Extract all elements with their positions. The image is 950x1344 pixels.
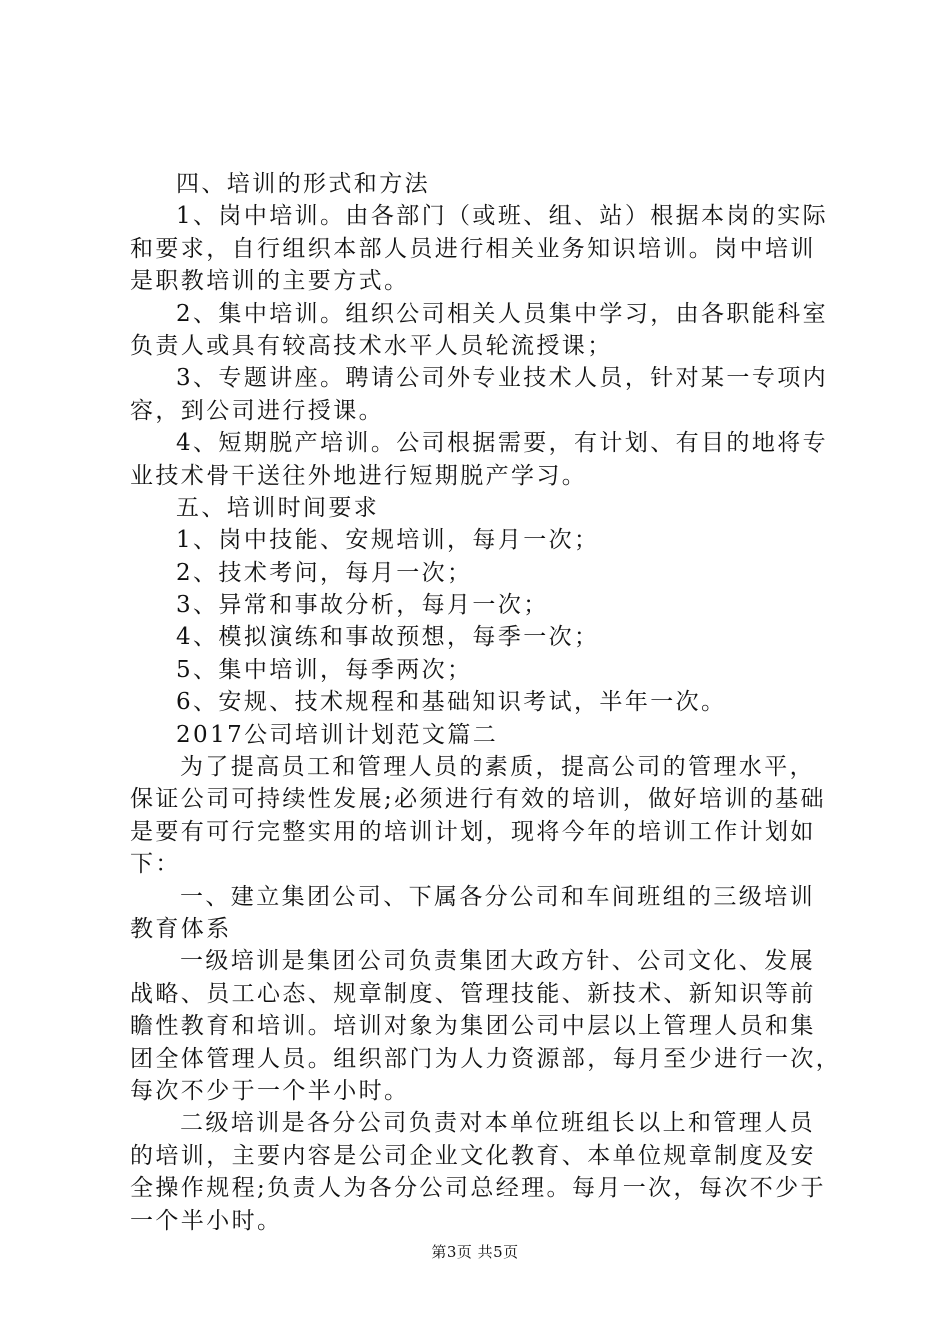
text-line: 保证公司可持续性发展;必须进行有效的培训，做好培训的基础 <box>130 786 826 813</box>
text-line: 五、培训时间要求 <box>176 494 380 521</box>
page-footer: 第3页 共5页 <box>431 1243 519 1261</box>
text-line: 2017公司培训计划范文篇二 <box>176 721 499 748</box>
text-line: 是要有可行完整实用的培训计划，现将今年的培训工作计划如 <box>130 818 816 845</box>
text-line: 2、技术考问，每月一次； <box>176 559 473 586</box>
text-line: 1、岗中技能、安规培训，每月一次； <box>176 527 600 554</box>
text-line: 3、异常和事故分析，每月一次； <box>176 592 549 619</box>
text-line: 2、集中培训。组织公司相关人员集中学习，由各职能科室 <box>176 300 829 327</box>
text-line: 二级培训是各分公司负责对本单位班组长以上和管理人员 <box>180 1110 815 1137</box>
text-line: 4、短期脱产培训。公司根据需要，有计划、有目的地将专 <box>176 430 829 457</box>
text-line: 团全体管理人员。组织部门为人力资源部，每月至少进行一次， <box>130 1045 842 1072</box>
text-line: 一、建立集团公司、下属各分公司和车间班组的三级培训 <box>180 883 815 910</box>
text-line: 5、集中培训，每季两次； <box>176 656 473 683</box>
text-line: 教育体系 <box>130 915 232 942</box>
text-line: 的培训，主要内容是公司企业文化教育、本单位规章制度及安 <box>130 1142 816 1169</box>
text-line: 为了提高员工和管理人员的素质，提高公司的管理水平， <box>180 754 815 781</box>
text-line: 一级培训是集团公司负责集团大政方针、公司文化、发展 <box>180 948 815 975</box>
text-line: 容，到公司进行授课。 <box>130 397 384 424</box>
text-line: 3、专题讲座。聘请公司外专业技术人员，针对某一专项内 <box>176 365 829 392</box>
text-line: 6、安规、技术规程和基础知识考试，半年一次。 <box>176 689 727 716</box>
text-line: 是职教培训的主要方式。 <box>130 268 410 295</box>
text-line: 战略、员工心态、规章制度、管理技能、新技术、新知识等前 <box>130 980 816 1007</box>
text-line: 1、岗中培训。由各部门（或班、组、站）根据本岗的实际 <box>176 203 829 230</box>
text-line: 瞻性教育和培训。培训对象为集团公司中层以上管理人员和集 <box>130 1013 816 1040</box>
text-line: 负责人或具有较高技术水平人员轮流授课； <box>130 332 613 359</box>
text-line: 一个半小时。 <box>130 1207 283 1234</box>
text-line: 4、模拟演练和事故预想，每季一次； <box>176 624 600 651</box>
text-line: 下： <box>130 851 181 878</box>
text-line: 四、培训的形式和方法 <box>176 171 430 197</box>
document-body <box>130 168 842 1237</box>
text-line: 和要求，自行组织本部人员进行相关业务知识培训。岗中培训 <box>130 235 816 262</box>
text-line: 全操作规程;负责人为各分公司总经理。每月一次，每次不少于 <box>130 1175 826 1202</box>
text-line: 每次不少于一个半小时。 <box>130 1077 410 1104</box>
text-line: 业技术骨干送往外地进行短期脱产学习。 <box>130 462 588 489</box>
